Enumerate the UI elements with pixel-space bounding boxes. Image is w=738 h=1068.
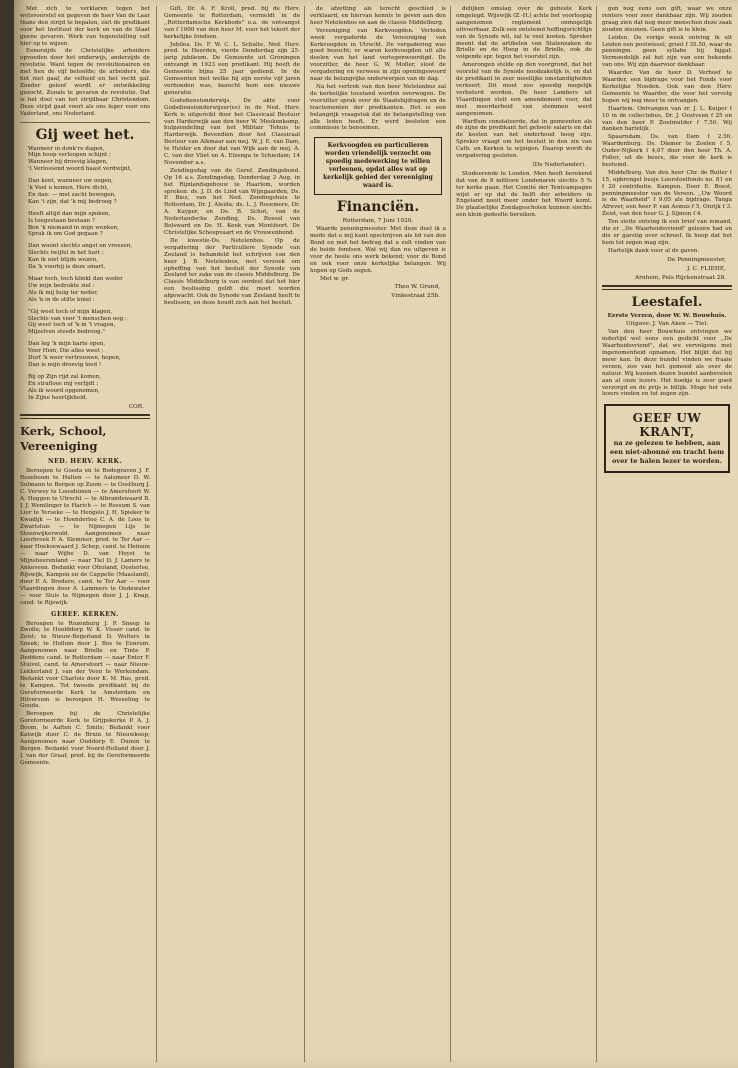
article-text: De kwestie-Ds. Netelenbos. Op de vergadering der Particuliere Synode van Zeeland is behandeld het schrijven van den heer J. B. Netelenbos, met verzoek om opheffing van het besluit der Synode van Zeeland ter zake van de classis Middelburg. De Classis Middelburg is van oordeel dat het hier een beslissing geldt die moet worden afgewacht. Ook de Synode van Zeeland heeft te beslissen, en deze houdt zich aan het besluit. [164, 237, 300, 307]
column-3 [310, 6, 446, 1062]
poem-line: In Zijne heerlijkheid. [28, 394, 88, 401]
article-text: Vereeniging van Kerkvoogden. Verleden week vergaderde de Vereeniging van Kerkvoogden in Utrecht. De vergadering was goed bezocht; er waren kerkvoogden uit alle deelen van het land vertegenwoordigd. De voorzitter, de heer G. W. Moller, sloot de vergadering en verwees in zijn openingswoord naar de belangrijke onderwerpen van de dag. [310, 27, 446, 83]
column-2 [164, 6, 300, 1062]
section-title: Leestafel. [631, 295, 703, 311]
poem-line: Durf 'k weer vertrouwen, hopen, [28, 355, 121, 362]
article-text: gen nog eens een gift, waar we onze renters voor zeer dankbaar zijn. Wij zouden graag zien dat nog meer menschen deze zaak zouden steunen. Geen gift is te klein. [602, 6, 732, 33]
article-text: Jubilea. Ds. F. W. C. L. Schulte, Ned. Herv. pred. te Heerden, vierde Donderdag zijn 25-jarig jubileum. De Gemeente uit Groningen ontvangt in 1923 een predikant. Hij heeft de Gemeente bijna 25 jaar gediend. In de Gemeenten met welke hij zijn eerste vijf jaren verbonden was, bezocht hem een nieuwe generatie. [164, 41, 300, 96]
poem-line: Is toegestaan bestaan ? [28, 217, 95, 224]
subsection-title: GEREF. KERKEN. [51, 610, 119, 618]
poem-line: Voor Hem, Die alles weet ; [28, 348, 104, 355]
poem-line: En dan: — met zacht bewogen, [28, 191, 117, 198]
article-text: Met zich te verklaren tegen het wetsvoorstel en gegeven de heer Van de Laar thans den strijd te bepalen, ziet de predikant voor het Instituut der kerk en van de Staat geene gevaren. Werk van tegenstelling valt hier op te wijzen. [20, 6, 150, 47]
poem-line: Ben 'k niemand in mijn wenken, [28, 224, 119, 231]
book-title: Eerste Verzen, door W. W. Bouwhuis. [607, 313, 727, 320]
article-text: Godsdienstonderwijs. De akte voor Godsdienstonderwijzer(es) in de Ned. Herv. Kerk is uitgereikt door het Classicaal Bestuur van Harderwijk aan den heer W. Meekenkamp, hulpzendeling van het Militair Tehuis te Harderwijk. Bovendien door het Classicaal Bestuur van Alkmaar aan mej. W. J. E. van Dam, te Helder en door dat van Wijk aan de mej. A. C. van der Vliet en A. Elzenga te Schiedam; 14 November a.s. [164, 97, 300, 166]
article-text: Eenerzijds de Christelijke arbeiders opvoeden door het onderwijs, anderzijds de revolutie. Want tegen de revolutionairen en met hen de vijf beloofde; de arbeiders, die het niet gaaf, de velheid en het recht gaf. Zonder geloof wordt er ontwikkeling gezocht. Zooals te gevaren de revolutie. Dat is het doel van het strijdbaar Christendom. Deze strijd gaat voort als ons leger voor ons Vaderland, ons Nederland. [20, 48, 150, 117]
book-publisher: Uitgave: J. Van Aken — Tiel. [625, 321, 709, 328]
poem-line: Heeft altijd dan mijn spoken, [28, 210, 111, 217]
section-title: Financiën. [336, 199, 420, 216]
poem-line: Slechts twijfel in het hart ; [28, 250, 104, 257]
poem-line: Mijzelven steeds bedroog." [28, 329, 105, 336]
poem-line: Mijn hoop verloopen schijnt ; [28, 152, 111, 159]
article-text: Studeerende te Londen. Men heeft berekend dat van de 8 millioen Londenaren slechts 5 % ter kerke gaan. Het Comité der Tentcampagne wijst er op dat de helft der arbeiders in Engeland nooit meer onder het Woord komt. De plaatselijke Zondagsscholen kunnen slechts een klein gedeelte bereiken. [456, 170, 592, 219]
article-text: Waarde penningmeester. Met deze deel ik u mede dat u mij kunt opschrijven als lid van den Bond en met het bedrag dat u zult vinden van de beide fondsen. Wat wij dan nu uitgeven is voor de heele ons werk bekend; voor de Bond en ook voor onze kerkelijke belangen. Wij hopen op Gods zegen. [310, 226, 446, 274]
subscribe-line: een niet-abonné en tracht hem [609, 448, 725, 457]
subsection-title: NED. HERV. KERK. [47, 458, 123, 466]
signature-title: De Penningmeester, [667, 256, 726, 263]
divider [20, 414, 150, 419]
letter-closing: Met w. gr. [320, 275, 350, 282]
poem-line: Kan 't zijn, dat 'k mij bedroog ? [28, 198, 117, 205]
poem-line: Als 'k in de stilte kniel : [28, 296, 95, 303]
article-text: Middelburg. Van den heer Chr. de Ruiter f 15, opbrengst busje Leerstoelfonds no. 81 en f 20 contributie. Kampen. Door E. Boest, penningmeester van de Vereen. ,,Uw Woord is de Waarheid" f 9.05 als bijdrage. Tanga Afrever, een heer P. van Asmus f 5, Onrijk f 3. Zeist, van den heer G. J. Sijmon f 4. [602, 169, 732, 218]
poem-signature: COR. [128, 403, 144, 410]
signature-address: Arnhem, Pels Rijckenstraat 28. [634, 274, 726, 281]
divider [602, 285, 732, 290]
source-note: (De Nederlander). [532, 161, 586, 168]
subscribe-line: na ze gelezen te hebben, aan [613, 439, 721, 448]
poem [20, 146, 150, 402]
article-text: Van den heer Bouwhuis ontvingen we indertijd wel eens een gedicht voor ,,De Waarheidsvriend", dat we vervolgens met ingenomenheid opnamen. Het blijkt dat hij meer kan. In deze bundel vinden we fraaie verzen, zoo van het gemoed als over de natuur. Wij kunnen dezen bundel aanbevelen aan al onze lezers. Het boekje is zeer goed verzorgd en de prijs is billijk. Moge het vele lezers vinden en tot zegen zijn. [602, 329, 732, 398]
poem-line: Slechts van voor 't menschen oog ; [28, 315, 127, 322]
letter-signature: Theo W. Grund, [394, 284, 440, 291]
poem-line: Da 'k voorbij is deze smart. [28, 264, 106, 271]
article-text: Na het vertrek van den heer Netelenbos zal de kerkelijke toestand worden overwogen. De voorzitter sprak over de Staatsbijdragen en de tractementen der predikanten. Het is een belangrijk vraagstuk dat de belangstelling van alle leden heeft. Er werd besloten een commissie te benoemen. [310, 83, 446, 132]
newspaper-page [14, 0, 738, 1068]
article-text: Gift. Dr. A. F. Kroll, pred. bij de Herv. Gemeente te Rotterdam, vermeldt in de ,,Rotterdamsche Kerkbode" o.a. de ontvangst van f 1000 van den heer M. voor het tekort der kerkelijke fondsen. [164, 6, 300, 40]
article-text: Beroepen bij de Christelijke Gereformeerde Kerk te Grijpskerke P. A. J. Boom, te Aalten C. Smits; Bedankt voor Katwijk door C. de Bruin te Nieuwkoop; Aangenomen naar Ouddorp E. Dumin te Bergen. Bedankt voor Noord-Holland door J. J. van der Graaf, pred. bij de Gereformeerde Gemeente. [20, 711, 150, 766]
poem-line: Sprak ik om God gegaan ? [28, 231, 103, 238]
article-text: Waarder. Van de heer D. Verhoef te Waarder, een bijdrage voor het Fonds voor Kerkelijke Nooden. Ook van den Herv. Gemeente te Waarder, die voor het vervolg hopen wij nog meer te ontvangen. [602, 70, 732, 104]
poem-line: Als ik woord opgenomen, [28, 387, 100, 394]
subscribe-title: GEEF UW KRANT, [632, 411, 702, 440]
closing-line: Hartelijk dank voor al de gaven. [608, 247, 700, 254]
poem-line: Uw mijn bedrukte ziel : [28, 282, 95, 289]
column-4 [456, 6, 592, 1062]
poem-line: Kan ik niet blijde wezen, [28, 257, 98, 264]
letter-address: Vinkestraat 25b. [391, 293, 440, 300]
poem-title: Gij weet het. [35, 126, 135, 143]
column-5 [602, 6, 732, 1062]
notice-box: Kerkvoogden en particulieren worden vriendelijk verzocht om spoedig medewerking te willen verleenen, opdat alles wat op kerkelijk gebied der vereeniging waard is. [314, 137, 442, 195]
section-title: Kerk, School, Vereeniging [20, 424, 107, 454]
subscribe-line: over te halen lezer te worden. [612, 457, 722, 466]
article-text: de afzetting als terecht geschied is verklaard, en hiervan kennis te geven aan den heer Netelenbos en aan de classis Middelburg. [310, 6, 446, 26]
subscribe-box [604, 404, 730, 473]
poem-line: Dan kent, wanneer uw oogen, [28, 178, 113, 185]
article-text: Spaarndam. Ds. van Dam f 2.50. Waardenburg. Ds. Diemer te Zoelen f 5, Ouder-Nijkerk f 4,07 door den heer Th. A. Folter, uit de beurs, die voor de kerk is bestemd. [602, 134, 732, 168]
poem-line: 'k Voel u komen, Here dicht, [28, 185, 109, 192]
divider [20, 122, 150, 123]
article-text: Beroepen te Rozenburg J. P. Sneep te Zwolle; te Hoofddorp W. K. Visser cand. te Zeist; te Nieuw-Beijerland D. Wolters te Sneek; te Hollum door J. Bos te Eenrum. Aangenomen naar Brielle en Tinte P. Deddens cand. te Rotterdam — naar Enter F. Stuivel, cand. te Amersfoort — naar Nieuw-Lekkerland J. van der Veen te Werkendam. Bedankt voor Charlois door K. M. Rus, pred. te Kampen. Tot tweede predikant bij de Gereformeerde Kerk te Amsterdam en Hilversum is beroepen H. Wesseling te Gouda. [20, 620, 150, 710]
poem-line: Bij op Zijn rijd zal komen, [28, 373, 102, 380]
poem-line: Dan is mijn droevig leed ! [28, 361, 102, 368]
poem-line: Maar toch, toch klinkt dan weder [28, 276, 123, 282]
poem-line: Dan woont slechts angst en vreezen, [28, 243, 133, 250]
article-text: Zendingsdag van de Geref. Zendingsbond. Op 16 a.s. Zendingsdag, Donderdag 3 Aug. in het Rijnlandsgebouw te Haarlem, worden spreken: ds. J. D. de Lind van Wijngaarden, Ds. P. Biez, van het Ned. Zendingshuis te Rotterdam, Dr. J. Aleida; ds. L. J. Rosemere, Dr. A. Kuyper, en Ds. B. Schut, van de Nederlandsche Zending, Ds. Rossol van Bolsward en Ds. H. Keek van Montfoort. De Christelijke Scheepvaart en de Vrouwenbond. [164, 167, 300, 236]
poem-line: En strafloos mij verlijdt ; [28, 380, 99, 387]
signature-name: J. C. FLIEHE, [687, 265, 726, 272]
article-text: Ten slotte ontving ik een brief van iemand, die er ,,De Waarheidsvriend" gelezen had en die er garstig over schreef. Ik hoop dat het hem tot zegen mag zijn. [602, 219, 732, 246]
article-text: Haarlem. Ontvangen van zr. J. L. Kuiper f 10 in de collectebus, Dr. J. Oostveen f 25 en van den heer P. Zoetmulder f 7.50. Wij danken hartelijk. [602, 105, 732, 133]
dateline: Rotterdam, 7 Juni 1920. [342, 218, 414, 225]
article-text: Amerongen stelde op den voorgrond, dat het voorstel van de Synode noodzakelijk is, en dat de predikant in zeer moeilijke omstandigheden verkeert. Dit moet zoo spoedig mogelijk verbeterd worden. De heer Lambers uit Vlaardingen stelt een amendement voor, dat met meerderheid van stemmen werd aangenomen. [456, 62, 592, 117]
poem-line: Dan leg 'k mijn harte open, [28, 341, 106, 348]
poem-line: Gij weet toch of 'k in 't vragen, [28, 322, 116, 329]
poem-line: 't Verlossend woord haast verdwijnt, [28, 166, 132, 173]
article-text: Beroepen te Goeda en te Bodegraven J. F. Rozeboom te Hulten — te Aalsmeer D. W. Sulmann te Bergen op Zoom — te Oostburg J. C. Verwey te Loosduinen — te Amersfoort W. A. Heggen te Utrecht — te Albrandswaard B. J. J. Wemlinger te Harich — te Rossum S. van Lier te Yerseke — te Hengelo J. H. Spieker te Kwadijk — te Hoenderloo C. A. de Loos te Zwartsluis — te Nijmegen Lijs te Steenwijkerwold. Aangenomen naar Leerbroek P. A. Slemmer, pred. te Ter Aar — naar Hoeksewaard J. Schep, cand. te Heinum — naar Wijhe D. van Heyst te Mijnsheerenland — naar Tiel D. J. Lamers te Ankeveen. Bedankt voor Ottoland, Oosterlee, Rijswijk, Kampen en de Cappelle (Maasland), door P. A. Bredero, cand. te Ter Aar — voor Vlaardingen door A. Lammers te Oudewater — voor Sluis te Nijmegen door J. J. Knap, cand. te Rijswijk. [20, 468, 150, 606]
article-text: Leiden. De vorige week ontving ik uit Leiden een postwissel, groot f 35.50, waar de penningm. geen syllabe bij bijgaf. Vermoedelijk zal het zijn van een bekende van ons. Wij zijn daarvoor dankbaar. [602, 34, 732, 69]
column-rule [156, 6, 157, 1062]
column-rule [596, 6, 597, 1062]
article-text: Warffum constateerde, dat in gemeenten als de zijne de predikant het geheele salaris en dat de kosten van het onderhoud hoog zijn. Spreker vraagt om het besluit in den zin van Cath. en Kerken te wijzigen. Daarop wordt de vergadering gesloten. [456, 118, 592, 160]
column-1 [20, 6, 150, 1062]
poem-line: "Gij weet toch of mijn klagen, [28, 308, 113, 315]
poem-line: Wanneer bij droevig klagen, [28, 159, 108, 166]
poem-line: Wanneer in donk're dagen, [28, 145, 105, 152]
poem-line: Als ik mij buig ter neder, [28, 289, 99, 296]
column-rule [304, 6, 305, 1062]
article-text: delijken omslag over de geheele Kerk omgelegd. Wijswijk (Z.-H.) achte het voorloopig aangenomen reglement onmogelijk uitvoerbaar. Zulk een ontstemd heffingsrichtlijn van de Synode wil, zal te veel kosten. Spreker meent dat de artikelen van Statenzaken de Brielle en de Hoog in de Brielle, ook de volgende spr. tegen het voorstel zijn. [456, 6, 592, 61]
column-rule [450, 6, 451, 1062]
